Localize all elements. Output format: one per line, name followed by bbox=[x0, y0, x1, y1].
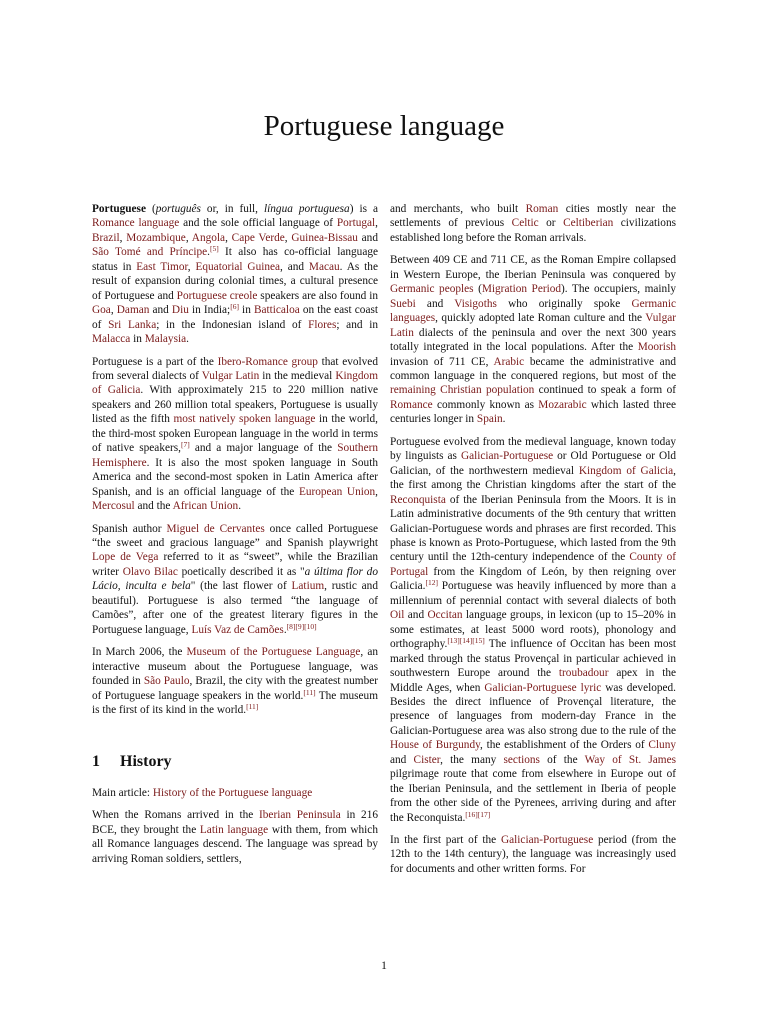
text-run: cities mostly near the settlements of previous bbox=[390, 203, 676, 230]
text-run: commonly known as bbox=[432, 398, 539, 411]
text-run: ( bbox=[145, 203, 156, 215]
text-run: . With approximately 215 to 220 million native speakers and 260 million total speakers, Portuguese is usually listed as the fifth bbox=[92, 384, 378, 426]
paragraph bbox=[92, 202, 378, 347]
citation-link[interactable]: [6] bbox=[230, 302, 239, 312]
text-run: was developed. Besides the direct influence of Provençal literature, the presence of languages from modern-day France in the Galician-Portuguese area was also strong due to the rule of the bbox=[390, 681, 677, 737]
wiki-link[interactable]: Iberian Peninsula bbox=[259, 809, 341, 822]
text-run: ; in the Indonesian island of bbox=[156, 318, 309, 331]
wiki-link[interactable]: European Union bbox=[298, 485, 376, 498]
wiki-link[interactable]: Romance language bbox=[92, 217, 180, 230]
text-run: and bbox=[357, 231, 378, 244]
text-run: and bbox=[404, 609, 428, 622]
text-run: , and bbox=[280, 260, 309, 273]
text-run: Portuguese is a part of the bbox=[92, 355, 218, 368]
text-run: period (from the 12th to the 14th century), the language was increasingly used for documents and other written forms. For bbox=[390, 834, 676, 875]
wiki-link[interactable]: Portuguese creole bbox=[176, 289, 258, 302]
text-run: pilgrimage route that come from elsewhere in Europe out of the Iberian Peninsula, and the settlement in Iberia of people from the other side of the Pyrenees, arriving during and after the Reconquista. bbox=[390, 768, 676, 824]
wiki-link[interactable]: most natively spoken language bbox=[173, 413, 316, 426]
wiki-link[interactable]: East Timor bbox=[136, 260, 188, 273]
wiki-link[interactable]: Moorish bbox=[637, 341, 676, 354]
text-run: . bbox=[207, 246, 210, 259]
text-run: . bbox=[283, 623, 287, 636]
text-run: in the world, the third-most spoken European language in the world in terms of native speakers, bbox=[92, 413, 378, 455]
wiki-link[interactable]: Southern Hemisphere bbox=[92, 442, 378, 469]
wiki-link[interactable]: African Union bbox=[172, 500, 239, 513]
text-run: once called Portuguese “the sweet and gracious language” and Spanish playwright bbox=[92, 522, 378, 549]
wiki-link[interactable]: Cluny bbox=[648, 739, 676, 752]
text-run: and bbox=[149, 304, 172, 317]
text-run: of the bbox=[539, 753, 585, 766]
text-run: which lasted three centuries longer in bbox=[390, 398, 676, 426]
text-run: and a major language of the bbox=[189, 442, 338, 455]
text-run: in bbox=[238, 304, 254, 317]
text-run: and the sole official language of bbox=[179, 217, 337, 230]
wiki-link[interactable]: Flores bbox=[308, 318, 337, 331]
wiki-link[interactable]: Portugal bbox=[336, 217, 376, 230]
wiki-link[interactable]: Luís Vaz de Camões bbox=[191, 623, 284, 636]
wiki-link[interactable]: Galician-Portuguese bbox=[460, 450, 554, 463]
wiki-link[interactable]: Kingdom of Galicia bbox=[92, 369, 378, 397]
text-run: , the many bbox=[440, 753, 504, 766]
wiki-link[interactable]: Goa bbox=[92, 304, 111, 317]
wiki-link[interactable]: Vulgar Latin bbox=[390, 312, 676, 339]
text-run: from the Kingdom of León, by then reigning over Galicia. bbox=[390, 565, 676, 593]
text-run: , the first among the Christian kingdoms after the start of the bbox=[390, 464, 676, 492]
text-run: that evolved from several dialects of bbox=[92, 355, 378, 382]
paragraph bbox=[390, 833, 676, 876]
wiki-link[interactable]: Sri Lanka bbox=[108, 318, 157, 331]
wiki-link[interactable]: Museum of the Portuguese Language bbox=[186, 646, 361, 659]
text-run: . bbox=[502, 413, 506, 426]
wiki-link[interactable]: Reconquista bbox=[390, 493, 446, 506]
citation-link[interactable]: [11] bbox=[246, 701, 259, 711]
text-run: . As the result of expansion during colonial times, a cultural presence of Portuguese and bbox=[92, 260, 378, 302]
text-run: and the bbox=[134, 500, 173, 513]
text-run: The influence of Occitan has been most marked through the status Provençal in particular achieved in southwestern Europe around the bbox=[390, 638, 676, 680]
wiki-link[interactable]: São Paulo bbox=[143, 675, 190, 688]
text-run: of the Iberian Peninsula from the Moors. It is in Latin administrative documents of the 9th century that written Galician-Portuguese words and phrases are first recorded. This phase is known as Proto-Portuguese, which lasted from the 9th century until the 12th-century independence of the bbox=[390, 493, 676, 564]
text-run: ) is a bbox=[349, 203, 378, 215]
wiki-link[interactable]: Oil bbox=[390, 609, 405, 622]
text-run: on the east coast of bbox=[92, 304, 379, 331]
wiki-link[interactable]: Daman bbox=[116, 304, 150, 317]
text-run: ). The occupiers, mainly bbox=[561, 283, 676, 296]
text-run: in bbox=[130, 333, 145, 346]
left-column bbox=[92, 202, 378, 874]
wiki-link[interactable]: Way of St. James bbox=[584, 753, 676, 766]
wiki-link[interactable]: Celtic bbox=[511, 217, 539, 230]
wiki-link[interactable]: Suebi bbox=[390, 297, 416, 310]
text-run: , bbox=[187, 260, 196, 273]
text-run: ( bbox=[473, 283, 482, 296]
citation-link[interactable]: [5] bbox=[210, 244, 219, 254]
text-run: became the administrative and common language in the conquered regions, but most of the bbox=[390, 355, 676, 382]
wiki-link[interactable]: Macau bbox=[308, 260, 340, 273]
citation-link[interactable]: [11] bbox=[303, 687, 316, 697]
wiki-link[interactable]: Galician-Portuguese lyric bbox=[484, 681, 602, 694]
text-run: apex in the Middle Ages, when bbox=[390, 667, 676, 694]
wiki-link[interactable]: Germanic peoples bbox=[390, 283, 474, 296]
text-run: and merchants, who built bbox=[390, 203, 526, 215]
wiki-link[interactable]: Guinea-Bissau bbox=[291, 231, 358, 244]
text-run: who originally spoke bbox=[496, 297, 632, 310]
wiki-link[interactable]: Mercosul bbox=[92, 500, 135, 513]
paragraph bbox=[92, 522, 378, 638]
text-run: poetically described it as " bbox=[177, 565, 305, 578]
wiki-link[interactable]: São Tomé and Príncipe bbox=[92, 246, 208, 259]
wiki-link[interactable]: Roman bbox=[525, 203, 559, 215]
wiki-link[interactable]: Olavo Bilac bbox=[122, 565, 178, 578]
text-run: , bbox=[284, 231, 292, 244]
wiki-link[interactable]: Batticaloa bbox=[253, 304, 300, 317]
text-run: dialects of the peninsula and over the next 300 years totally integrated in the local populations. After the bbox=[390, 326, 676, 354]
wiki-link[interactable]: Latin language bbox=[199, 823, 269, 836]
wiki-link[interactable]: County of Portugal bbox=[390, 551, 676, 578]
text-run: In the first part of the bbox=[390, 834, 501, 847]
wiki-link[interactable]: Equatorial Guinea bbox=[195, 260, 281, 273]
text-run: Portuguese bbox=[92, 203, 146, 215]
paragraph bbox=[92, 808, 378, 866]
text-run: língua portuguesa bbox=[264, 203, 350, 215]
wiki-link[interactable]: remaining Christian population bbox=[390, 384, 535, 397]
text-run: , bbox=[110, 304, 117, 317]
wiki-link[interactable]: Brazil bbox=[92, 231, 120, 244]
page-number: 1 bbox=[381, 960, 387, 972]
text-run: When the Romans arrived in the bbox=[92, 809, 260, 822]
wiki-link[interactable]: Vulgar Latin bbox=[201, 369, 260, 382]
paragraph bbox=[390, 202, 676, 245]
text-run: in India; bbox=[188, 304, 231, 317]
text-run: , bbox=[119, 231, 127, 244]
citation-link[interactable]: [7] bbox=[180, 440, 190, 450]
paragraph bbox=[92, 355, 378, 514]
text-run: and bbox=[390, 753, 414, 766]
text-run: , bbox=[375, 485, 378, 498]
text-run: in the medieval bbox=[259, 369, 336, 382]
right-column bbox=[390, 202, 676, 884]
wiki-link[interactable]: Occitan bbox=[427, 609, 463, 622]
text-run: The museum is the first of its kind in the world. bbox=[92, 689, 378, 716]
section-title: History bbox=[120, 753, 172, 771]
page-title: Portuguese language bbox=[263, 110, 505, 142]
text-run: It also has co-official language status in bbox=[92, 246, 379, 273]
text-run: Portuguese evolved from the medieval language, known today by linguists as bbox=[390, 435, 676, 463]
citation-link[interactable]: [16][17] bbox=[465, 809, 491, 819]
wiki-link[interactable]: Galician-Portuguese bbox=[500, 834, 594, 847]
text-run: , quickly adopted late Roman culture and the bbox=[435, 312, 646, 325]
wiki-link[interactable]: troubadour bbox=[558, 667, 609, 680]
wiki-link[interactable]: House of Burgundy bbox=[390, 739, 481, 752]
citation-link[interactable]: [13][14][15] bbox=[447, 636, 485, 646]
citation-link[interactable]: [8][9][10] bbox=[286, 621, 317, 631]
text-run: In March 2006, the bbox=[92, 646, 187, 659]
text-run: , an interactive museum about the Portuguese language, was founded in bbox=[92, 646, 378, 688]
text-run: . It is also the most spoken language in South America and the second-most spoken in Latin America after Spanish, and is an official language of the bbox=[92, 456, 378, 498]
wiki-link[interactable]: History of the Portuguese language bbox=[152, 786, 313, 799]
wiki-link[interactable]: Mozambique bbox=[126, 231, 186, 244]
wiki-link[interactable]: Angola bbox=[191, 231, 226, 244]
wiki-link[interactable]: Diu bbox=[171, 304, 189, 317]
text-run: , bbox=[375, 217, 378, 230]
text-run: with them, from which all Romance languages descend. The language was spread by arriving Roman soldiers, settlers, bbox=[92, 823, 378, 865]
section-heading bbox=[92, 755, 378, 769]
wiki-link[interactable]: Germanic languages bbox=[390, 297, 676, 325]
text-run: continued to speak a form of bbox=[534, 384, 676, 397]
text-run: , Brazil, the city with the greatest number of Portuguese language speakers in the world. bbox=[92, 675, 378, 702]
text-run: Between 409 CE and 711 CE, as the Roman Empire collapsed in Western Europe, the Iberian Peninsula was conquered by bbox=[390, 254, 676, 281]
wiki-link[interactable]: Arabic bbox=[493, 355, 525, 368]
wiki-link[interactable]: Romance bbox=[390, 398, 433, 411]
wiki-link[interactable]: sections bbox=[503, 753, 540, 766]
text-run: Main article: bbox=[92, 786, 153, 799]
wiki-link[interactable]: Kingdom of Galicia bbox=[578, 464, 674, 477]
wiki-link[interactable]: Cape Verde bbox=[231, 231, 285, 244]
wiki-link[interactable]: Latium bbox=[291, 580, 325, 593]
text-run: . bbox=[186, 333, 189, 346]
text-run: invasion of 711 CE, bbox=[390, 355, 494, 368]
citation-link[interactable]: [12] bbox=[425, 578, 438, 588]
wiki-link[interactable]: Spain bbox=[476, 413, 503, 426]
section-number: 1 bbox=[92, 753, 100, 771]
text-run: a última flor do Lácio, inculta e bela bbox=[92, 565, 378, 593]
text-run: or bbox=[538, 217, 564, 230]
wiki-link[interactable]: Celtiberian bbox=[563, 217, 614, 230]
text-run: or, in full, bbox=[200, 203, 264, 215]
wiki-link[interactable]: Cister bbox=[413, 753, 441, 766]
wiki-link[interactable]: Lope de Vega bbox=[92, 551, 159, 564]
text-run: civilizations established long before the Roman arrivals. bbox=[390, 217, 676, 244]
wiki-link[interactable]: Malacca bbox=[92, 333, 131, 346]
text-run: and bbox=[415, 297, 455, 310]
paragraph bbox=[92, 645, 378, 717]
text-run: ; and in bbox=[336, 318, 378, 331]
wiki-link[interactable]: Visigoths bbox=[454, 297, 497, 310]
main-article-note bbox=[92, 786, 378, 800]
text-run: português bbox=[155, 203, 201, 215]
wiki-link[interactable]: Mozarabic bbox=[538, 398, 587, 411]
text-run: or Old Portuguese or Old Galician, of the northwestern medieval bbox=[390, 450, 676, 477]
text-run: , bbox=[185, 231, 192, 244]
wiki-link[interactable]: Miguel de Cervantes bbox=[166, 522, 265, 535]
text-run: Spanish author bbox=[92, 522, 167, 535]
wiki-link[interactable]: Ibero-Romance group bbox=[217, 355, 318, 368]
text-run: " (the last flower of bbox=[190, 580, 292, 593]
text-run: , the establishment of the Orders of bbox=[480, 739, 649, 752]
paragraph bbox=[390, 435, 676, 825]
text-run: , bbox=[225, 231, 232, 244]
text-run: speakers are also found in bbox=[257, 289, 378, 302]
text-run: language groups, in lexicon (up to 15–20% in some estimates, at least 5000 word roots), phonology and orthography. bbox=[390, 609, 676, 651]
paragraph bbox=[390, 253, 676, 426]
text-run: . bbox=[238, 500, 242, 513]
text-run: Portuguese was heavily influenced by more than a millennium of perennial contact with several dialects of both bbox=[390, 580, 676, 607]
text-run: referred to it as “sweet”, while the Brazilian writer bbox=[92, 551, 378, 578]
wiki-link[interactable]: Malaysia bbox=[144, 333, 187, 346]
text-run: , rustic and beautiful). Portuguese is also termed “the language of Camões”, after one of the greatest literary figures in the Portuguese language, bbox=[92, 580, 378, 636]
text-run: in 216 BCE, they brought the bbox=[92, 809, 378, 836]
wiki-link[interactable]: Migration Period bbox=[481, 283, 562, 296]
